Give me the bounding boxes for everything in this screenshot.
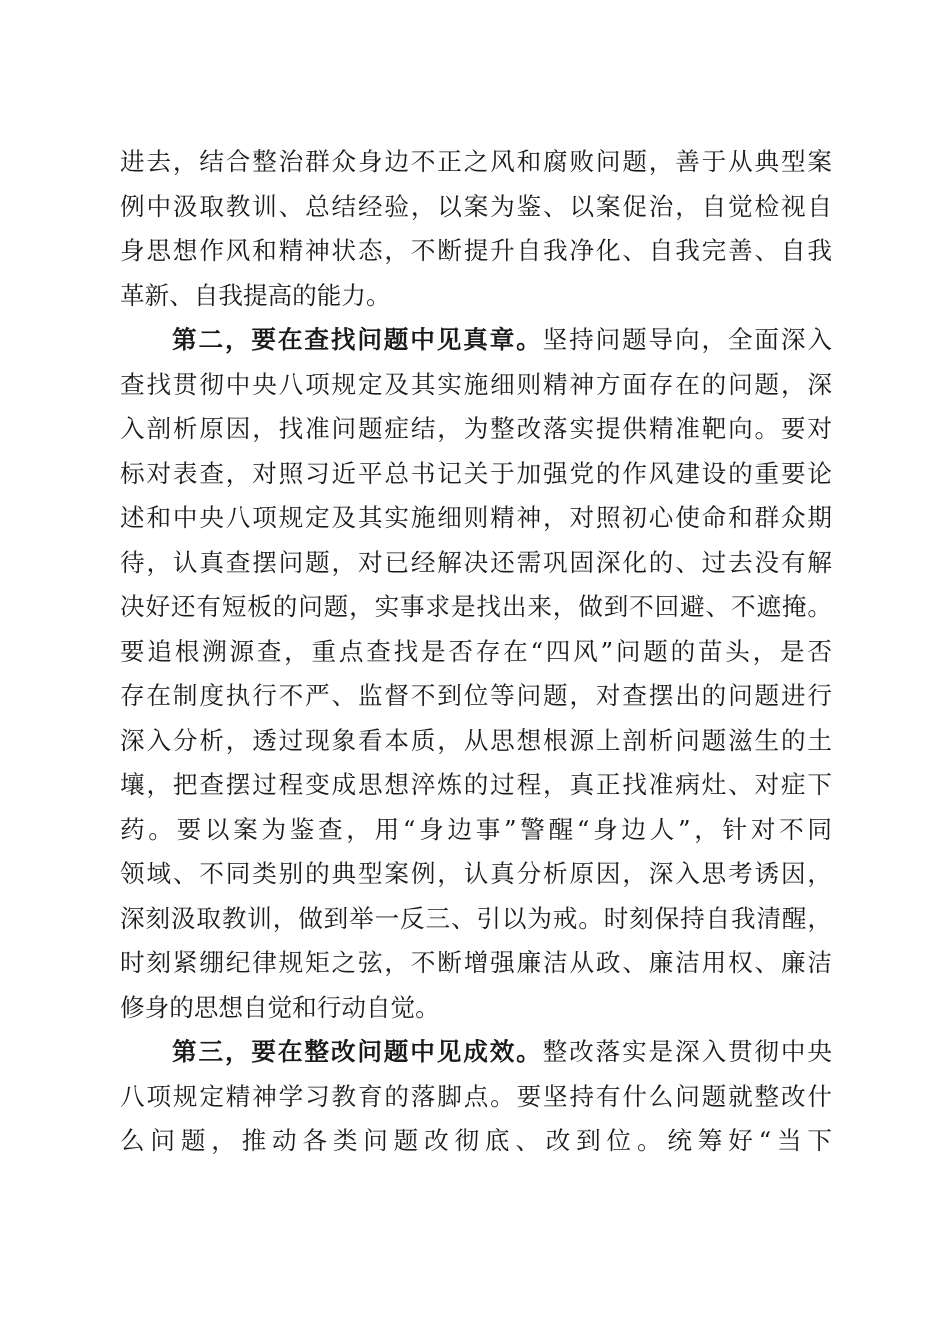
- text-line: 深入分析，透过现象看本质，从思想根源上剖析问题滋生的土: [120, 725, 832, 755]
- text-line: 八项规定精神学习教育的落脚点。要坚持有什么问题就整改什: [120, 1081, 832, 1111]
- paragraph-1: [120, 140, 832, 318]
- text-line: 么问题，推动各类问题改彻底、改到位。统筹好“当下: [120, 1126, 832, 1155]
- text-line: 深刻汲取教训，做到举一反三、引以为戒。时刻保持自我清醒，: [120, 903, 832, 933]
- text-line: 标对表查，对照习近平总书记关于加强党的作风建设的重要论: [120, 458, 832, 488]
- text-line: 待，认真查摆问题，对已经解决还需巩固深化的、过去没有解: [120, 547, 832, 577]
- text-line: 身思想作风和精神状态，不断提升自我净化、自我完善、自我: [120, 236, 832, 265]
- section-heading: 第二，要在查找问题中见真章。: [172, 325, 543, 354]
- text-line: 时刻紧绷纪律规矩之弦，不断增强廉洁从政、廉洁用权、廉洁: [120, 948, 832, 977]
- text-line: 入剖析原因，找准问题症结，为整改落实提供精准靶向。要对: [120, 414, 832, 443]
- text-line: 要追根溯源查，重点查找是否存在“四风”问题的苗头，是否: [120, 636, 832, 666]
- text-line: 述和中央八项规定及其实施细则精神，对照初心使命和群众期: [120, 503, 832, 532]
- text-line: 查找贯彻中央八项规定及其实施细则精神方面存在的问题，深: [120, 369, 832, 399]
- text-line: [120, 318, 832, 363]
- text-line: 存在制度执行不严、监督不到位等问题，对查摆出的问题进行: [120, 681, 832, 710]
- text-run: 坚持问题导向，全面深入: [542, 325, 832, 354]
- text-line: 药。要以案为鉴查，用“身边事”警醒“身边人”，针对不同: [120, 814, 832, 844]
- section-heading: 第三，要在整改问题中见成效。: [172, 1037, 543, 1066]
- text-line: 革新、自我提高的能力。: [120, 280, 391, 310]
- document-page: [120, 140, 832, 1164]
- text-line: [120, 1030, 832, 1075]
- paragraph-2: [120, 318, 832, 1030]
- text-line: 决好还有短板的问题，实事求是找出来，做到不回避、不遮掩。: [120, 592, 832, 621]
- paragraph-3: [120, 1030, 832, 1164]
- text-line: 例中汲取教训、总结经验，以案为鉴、以案促治，自觉检视自: [120, 191, 832, 221]
- text-line: 修身的思想自觉和行动自觉。: [120, 992, 440, 1022]
- text-run: 整改落实是深入贯彻中央: [542, 1037, 832, 1066]
- text-line: 领域、不同类别的典型案例，认真分析原因，深入思考诱因，: [120, 859, 832, 888]
- text-line: 进去，结合整治群众身边不正之风和腐败问题，善于从典型案: [120, 147, 832, 176]
- text-line: 壤，把查摆过程变成思想淬炼的过程，真正找准病灶、对症下: [120, 770, 832, 799]
